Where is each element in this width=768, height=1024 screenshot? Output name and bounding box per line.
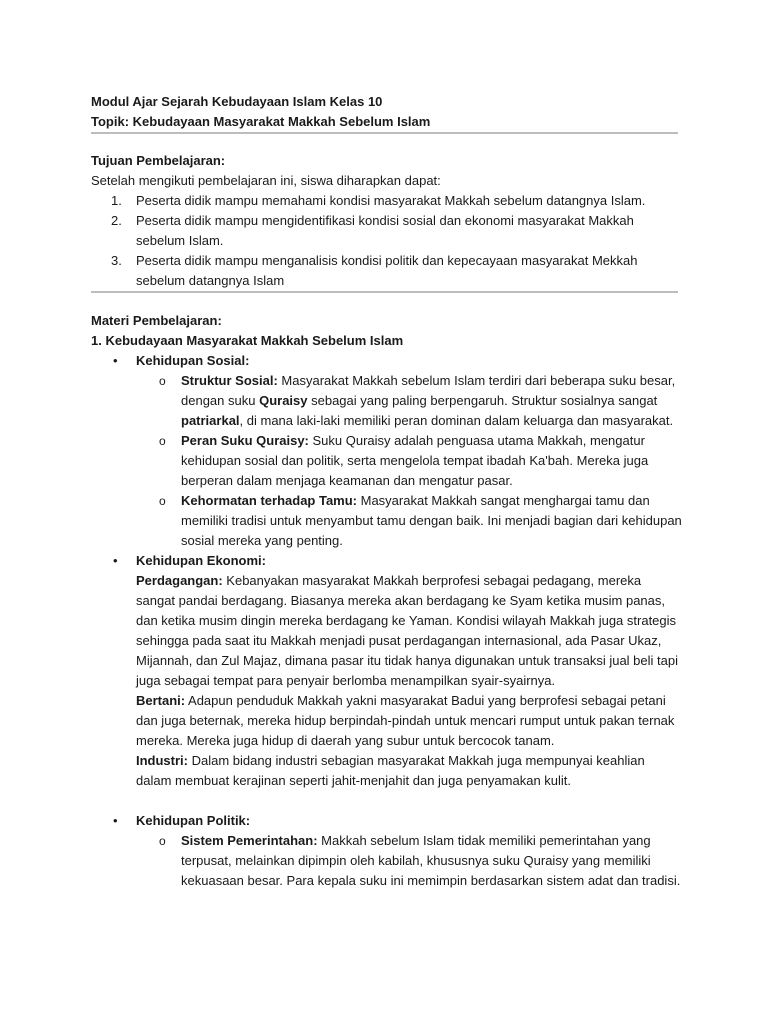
- emphasis-quraisy: Quraisy: [259, 393, 308, 408]
- paragraph-text: Adapun penduduk Makkah yakni masyarakat Badui yang berprofesi sebagai petani dan juga beternak, mereka hidup berpindah-pindah untuk mencari rumput untuk pakan ternak mereka. Mereka juga hidup di daerah yang subur untuk bercocok tanam.: [136, 693, 675, 748]
- divider-middle: [91, 291, 678, 293]
- objective-number: 2.: [111, 213, 122, 228]
- paragraph-text: Kebanyakan masyarakat Makkah berprofesi sebagai pedagang, mereka sangat pandai berdagang. Biasanya mereka akan berdagang ke Syam ketika musim panas, dan ketika musim dingin mereka berdagang ke Yaman. Kondisi wilayah Makkah juga strategis sehingga pada saat itu Makkah menjadi pusat perdagangan internasional, ada Pasar Ukaz, Mijannah, dan Zul Majaz, dimana pasar itu tidak hanya digunakan untuk transaksi jual beli tapi juga sebagai tempat para penyair berlomba menampilkan syair-syairnya.: [136, 573, 678, 688]
- subtopic-peran-quraisy: [136, 431, 683, 491]
- objective-item: [91, 211, 683, 251]
- materi-heading: Materi Pembelajaran:: [91, 313, 222, 328]
- paragraph-label: Perdagangan:: [136, 573, 223, 588]
- paragraph-perdagangan: [136, 571, 683, 691]
- objective-item: [91, 251, 683, 291]
- objectives-intro: Setelah mengikuti pembelajaran ini, siswa diharapkan dapat:: [91, 173, 441, 188]
- subtopic-text: sebagai yang paling berpengaruh. Struktur sosialnya sangat: [307, 393, 658, 408]
- subtopic-label: Sistem Pemerintahan:: [181, 833, 318, 848]
- document-title: Modul Ajar Sejarah Kebudayaan Islam Kelas 10: [91, 94, 383, 109]
- paragraph-industri: [136, 751, 683, 791]
- subtopic-text: Suku Quraisy adalah penguasa utama Makkah, mengatur kehidupan sosial dan politik, serta mengelola tempat ibadah Ka'bah. Mereka juga berperan dalam menjaga keamanan dan mengatur pasar.: [181, 433, 649, 488]
- bullet-icon: •: [113, 813, 118, 828]
- topic-heading: Kehidupan Politik:: [136, 813, 251, 828]
- spacer: [136, 791, 683, 811]
- objective-number: 3.: [111, 253, 122, 268]
- subtopic-label: Struktur Sosial:: [181, 373, 278, 388]
- subtopic-kehormatan-tamu: [136, 491, 683, 551]
- emphasis-patriarkal: patriarkal: [181, 413, 240, 428]
- bullet-icon: •: [113, 353, 118, 368]
- subtopic-list: [136, 831, 683, 891]
- paragraph-text: Dalam bidang industri sebagian masyarakat Makkah juga mempunyai keahlian dalam membuat kerajinan seperti jahit-menjahit dan juga penyamakan kulit.: [136, 753, 645, 788]
- paragraph-label: Industri:: [136, 753, 188, 768]
- bullet-icon: •: [113, 553, 118, 568]
- document-topic: Topik: Kebudayaan Masyarakat Makkah Sebelum Islam: [91, 114, 431, 129]
- materi-topic-list: [91, 351, 683, 891]
- circle-bullet-icon: o: [159, 834, 166, 848]
- objectives-list: [91, 191, 683, 291]
- subtopic-text: Masyarakat Makkah sebelum Islam terdiri dari beberapa suku besar, dengan suku: [181, 373, 676, 408]
- topic-heading: Kehidupan Sosial:: [136, 353, 250, 368]
- objectives-heading: Tujuan Pembelajaran:: [91, 153, 226, 168]
- objective-text: Peserta didik mampu mengidentifikasi kondisi sosial dan ekonomi masyarakat Makkah sebelum Islam.: [136, 213, 634, 248]
- topic-heading: Kehidupan Ekonomi:: [136, 553, 266, 568]
- subtopic-label: Kehormatan terhadap Tamu:: [181, 493, 358, 508]
- materi-section-title: 1. Kebudayaan Masyarakat Makkah Sebelum Islam: [91, 333, 404, 348]
- paragraph-label: Bertani:: [136, 693, 186, 708]
- document-content: [91, 92, 683, 891]
- subtopic-struktur-sosial: [136, 371, 683, 431]
- topic-sosial: [91, 351, 683, 551]
- subtopic-text: Makkah sebelum Islam tidak memiliki pemerintahan yang terpusat, melainkan dipimpin oleh kabilah, khususnya suku Quraisy yang memiliki kekuasaan besar. Para kepala suku ini memimpin berdasarkan sistem adat dan tradisi.: [181, 833, 681, 888]
- subtopic-label: Peran Suku Quraisy:: [181, 433, 309, 448]
- paragraph-bertani: [136, 691, 683, 751]
- circle-bullet-icon: o: [159, 374, 166, 388]
- circle-bullet-icon: o: [159, 434, 166, 448]
- topic-politik: [91, 811, 683, 891]
- objective-text: Peserta didik mampu memahami kondisi masyarakat Makkah sebelum datangnya Islam.: [136, 193, 646, 208]
- subtopic-list: [136, 371, 683, 551]
- objective-item: [91, 191, 683, 211]
- subtopic-sistem-pemerintahan: [136, 831, 683, 891]
- objective-number: 1.: [111, 193, 122, 208]
- topic-ekonomi: [91, 551, 683, 811]
- objective-text: Peserta didik mampu menganalisis kondisi politik dan kepecayaan masyarakat Mekkah sebelum datangnya Islam: [136, 253, 638, 288]
- subtopic-text: , di mana laki-laki memiliki peran dominan dalam keluarga dan masyarakat.: [239, 413, 674, 428]
- divider-top: [91, 132, 678, 134]
- circle-bullet-icon: o: [159, 494, 166, 508]
- subtopic-text: Masyarakat Makkah sangat menghargai tamu dan memiliki tradisi untuk menyambut tamu dengan baik. Ini menjadi bagian dari kehidupan sosial mereka yang penting.: [181, 493, 682, 548]
